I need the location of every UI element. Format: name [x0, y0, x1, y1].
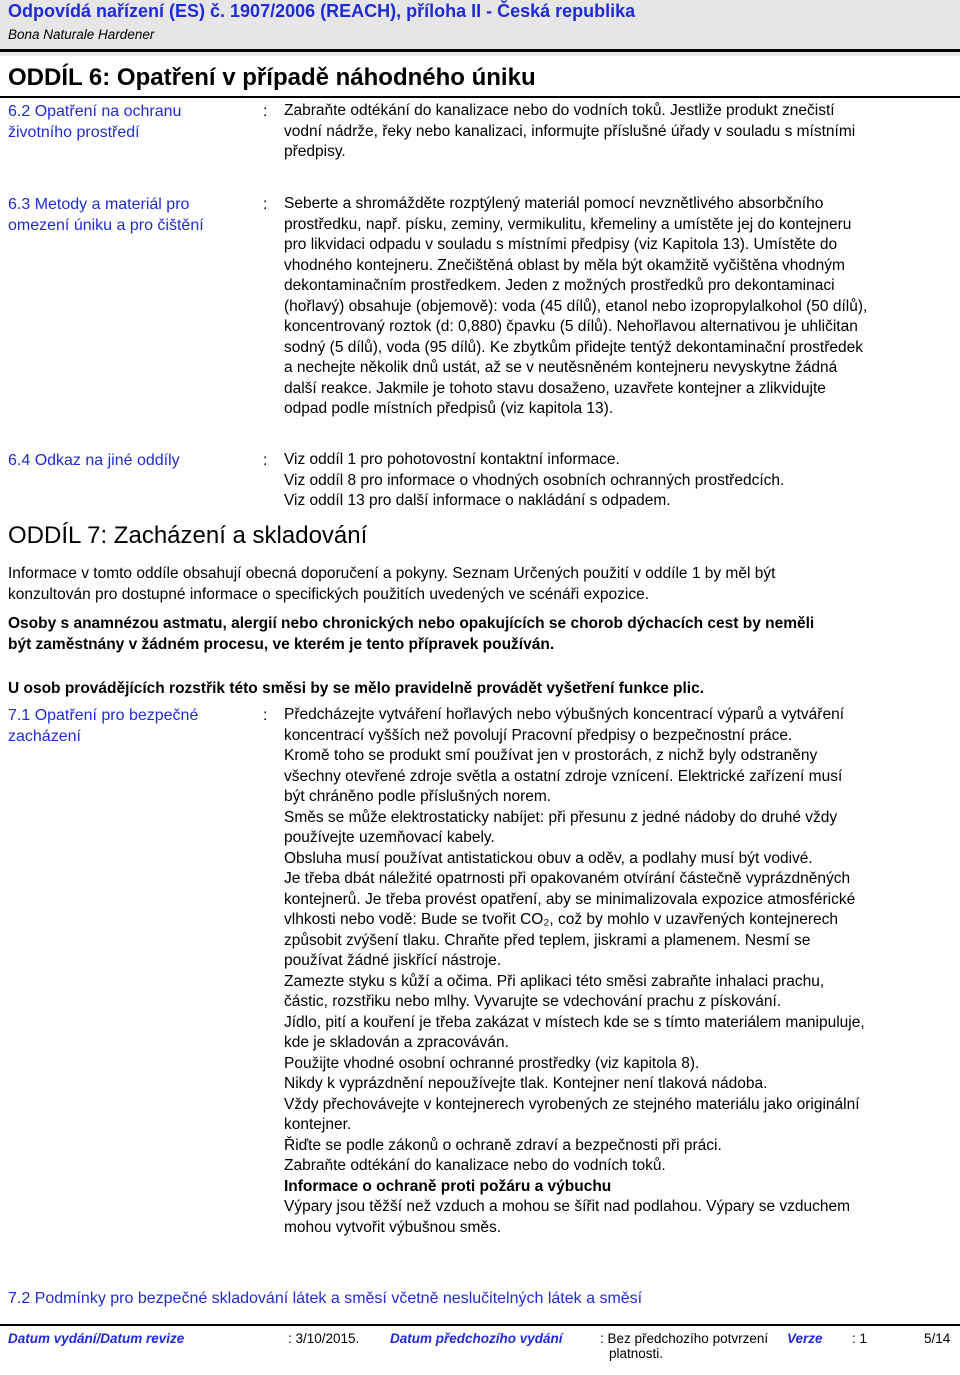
- footer-version-label: Verze: [787, 1331, 823, 1346]
- subsection-7-1-text: Předcházejte vytváření hořlavých nebo výbušných koncentrací výparů a vytváření koncentrací vyšších než povolují Pracovní předpisy o bezpečnostní práce. Kromě toho se produkt smí používat jen v prostorách, z nichž byly odstraněny všechny otevřené zdroje světla a ostatní zdroje vznícení. Elektrické zařízení musí být chráněno podle příslušných norem. Směs se může elektrostaticky nabíjet: při přesunu z jedné nádoby do druhé vždy používejte uzemňovací kabely. Obsluha musí používat antistatickou obuv a oděv, a podlahy musí být vodivé. Je třeba dbát náležité opatrnosti při opakovaném otvírání částečně vyprázdněných kontejnerů. Je třeba provést opatření, aby se minimalizovala expozice atmosférické vlhkosti nebo vodě: Bude se tvořit CO₂, což by mohlo v uzavřených kontejnerech způsobit zvýšení tlaku. Chraňte před teplem, jiskrami a plamenem. Nesmí se používat žádné jiskřící nástroje. Zamezte styku s kůží a očima. Při aplikaci této směsi zabraňte inhalaci prachu, částic, rozstřiku nebo mlhy. Vyvarujte se vdechování prachu z pískování. Jídlo, pití a kouření je třeba zakázat v místech kde se s tímto materiálem manipuluje, kde je skladován a zpracováván. Použijte vhodné osobní ochranné prostředky (viz kapitola 8). Nikdy k vyprázdnění nepoužívejte tlak. Kontejner není tlaková nádoba. Vždy přechovávejte v kontejnerech vyrobených ze stejného materiálu jako originální kontejner. Řiďte se podle zákonů o ochraně zdraví a bezpečnosti při práci. Zabraňte odtékání do kanalizace nebo do vodních toků. Informace o ochraně proti požáru a výbuchu Výpary jsou těžší než vzduch a mohou se šířit nad podlahou. Výpary se vzduchem mohou vytvořit výbušnou směs.: [284, 705, 954, 1238]
- section-7-title: ODDÍL 7: Zacházení a skladování: [8, 522, 368, 549]
- subsection-6-4-text: Viz oddíl 1 pro pohotovostní kontaktní informace. Viz oddíl 8 pro informace o vhodných osobních ochranných prostředcích. Viz oddíl 13 pro další informace o nakládání s odpadem.: [284, 451, 785, 509]
- fire-info-heading: Informace o ochraně proti požáru a výbuchu: [284, 1177, 612, 1195]
- subsection-7-2-label: 7.2 Podmínky pro bezpečné skladování látek a směsí včetně neslučitelných látek a směsí: [8, 1290, 643, 1307]
- footer-divider: [0, 1324, 960, 1326]
- subsection-6-4-label: 6.4 Odkaz na jiné oddíly: [8, 452, 180, 469]
- subsection-6-3-label: 6.3 Metody a materiál pro omezení úniku a pro čištění: [8, 196, 204, 234]
- footer-prev-label: Datum předchozího vydání: [390, 1331, 563, 1346]
- footer-date-value: : 3/10/2015.: [288, 1331, 360, 1346]
- footer-page-number: 5/14: [924, 1331, 951, 1346]
- page-header: [0, 0, 960, 56]
- footer-version-value: : 1: [852, 1331, 868, 1346]
- header-divider: [0, 49, 960, 52]
- subsection-6-2-text: Zabraňte odtékání do kanalizace nebo do vodních toků. Jestliže produkt znečistí vodní nádrže, řeky nebo kanalizaci, informujte příslušné úřady v souladu s místními předpisy.: [284, 102, 856, 160]
- footer-prev-value: : Bez předchozího potvrzení platnosti.: [600, 1331, 769, 1361]
- subsection-7-1-label: 7.1 Opatření pro bezpečné zacházení: [8, 707, 199, 745]
- subsection-6-3-text: Seberte a shromážděte rozptýlený materiál pomocí nevznětlivého absorbčního prostředku, např. písku, zeminy, vermikulitu, křemeliny a umístěte jej do kontejneru pro likvidaci odpadu v souladu s místními předpisy (viz Kapitola 13). Umístěte do vhodného kontejneru. Znečištěná oblast by měla být okamžitě vyčištěna vhodným dekontaminačním prostředkem. Jeden z možných prostředků pro dekontaminaci (hořlavý) obsahuje (objemově): voda (45 dílů), etanol nebo izopropylalkohol (50 dílů), koncentrovaný roztok (d: 0,880) čpavku (5 dílů). Nehořlavou alternativou je uhličitan sodný (5 dílů), voda (95 dílů). Ke zbytkům přidejte tentýž dekontaminační prostředek a nechejte několik dnů ustát, až se v neutěsněném kontejneru nevyskytne žádná další reakce. Jakmile je tohoto stavu dosaženo, uzavřete kontejner a zlikvidujte odpad podle místních předpisů (viz kapitola 13).: [284, 195, 868, 417]
- subsection-6-2-label: 6.2 Opatření na ochranu životního prostředí: [8, 103, 182, 141]
- lung-function-warning: U osob provádějících rozstřik této směsi by se mělo pravidelně provádět vyšetření funkce plic.: [8, 680, 705, 697]
- section-6-title: ODDÍL 6: Opatření v případě náhodného úniku: [8, 64, 536, 91]
- product-name: Bona Naturale Hardener: [8, 27, 155, 42]
- regulation-title: Odpovídá nařízení (ES) č. 1907/2006 (REACH), příloha II - Česká republika: [8, 1, 636, 21]
- asthma-warning: Osoby s anamnézou astmatu, alergií nebo chronických nebo opakujících se chorob dýchacích cest by neměli být zaměstnány v žádném procesu, ve kterém je tento přípravek používán.: [8, 615, 815, 653]
- section-6-divider: [0, 96, 960, 98]
- footer-date-label: Datum vydání/Datum revize: [8, 1331, 185, 1346]
- section-7-intro: Informace v tomto oddíle obsahují obecná doporučení a pokyny. Seznam Určených použití v oddíle 1 by měl být konzultován pro dostupné informace o specifických použitích uvedených ve scénáři expozice.: [8, 565, 776, 603]
